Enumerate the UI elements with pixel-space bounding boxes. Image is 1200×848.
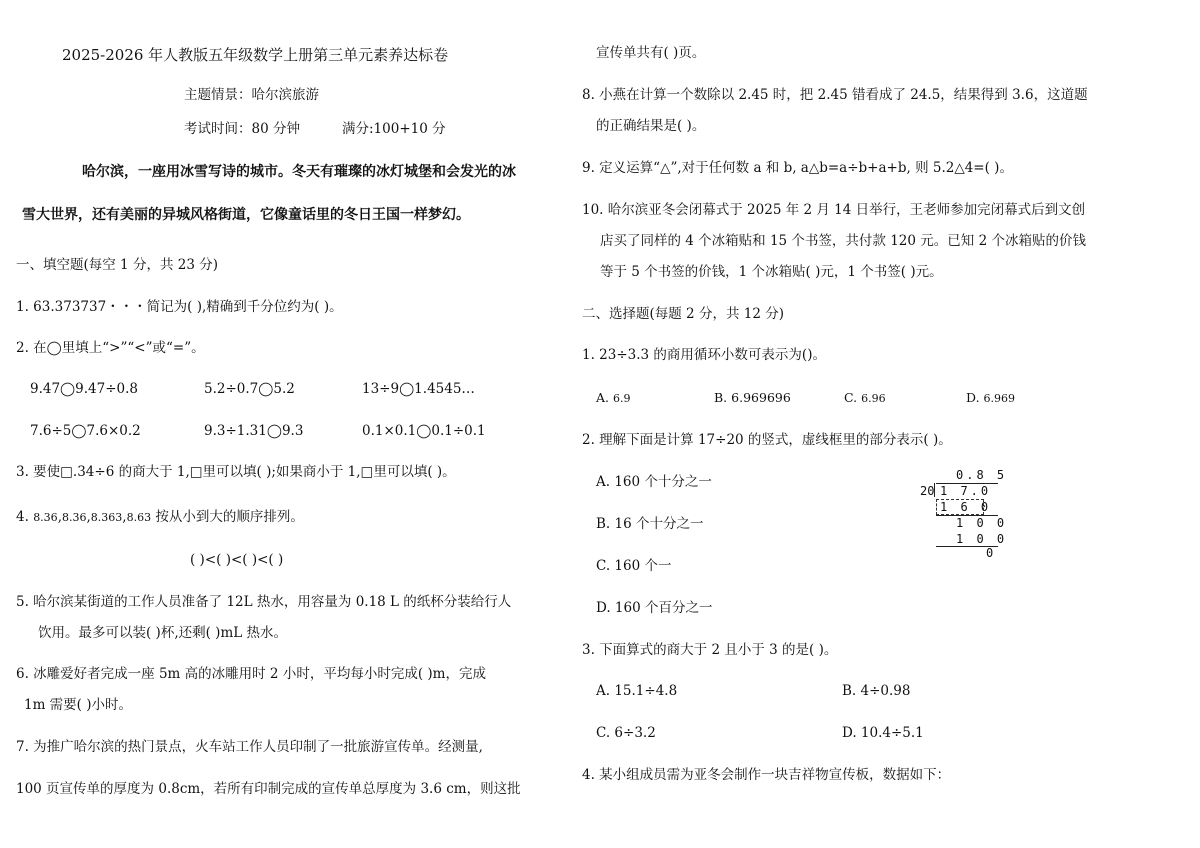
q2-option-c: C. 160 个一 — [596, 558, 672, 574]
division-step: 1 0 0 — [956, 516, 1008, 530]
question-2-3: 3. 下面算式的商大于 2 且小于 3 的是( )。 — [582, 642, 838, 658]
question-1-10-line3: 等于 5 个书签的价钱，1 个冰箱贴( )元，1 个书签( )元。 — [600, 264, 943, 280]
theme-line: 主题情景：哈尔滨旅游 — [184, 87, 319, 103]
question-1-4: 4. 8.36,8.36,8.363,8.63 按从小到大的顺序排列。 — [16, 509, 304, 525]
recurring-number: 8.63 — [126, 511, 152, 524]
option-c — [844, 389, 886, 408]
option-letter: A. — [596, 390, 610, 405]
long-division-figure — [912, 466, 1008, 560]
q2-option-b: B. 16 个十分之一 — [596, 516, 704, 532]
intro-line-2: 雪大世界，还有美丽的异城风格街道，它像童话里的冬日王国一样梦幻。 — [22, 207, 470, 223]
question-1-10-line1: 10. 哈尔滨亚冬会闭幕式于 2025 年 2 月 14 日举行，王老师参加完闭幕式后到文创 — [582, 202, 1086, 218]
full-score: 满分:100+10 分 — [342, 121, 446, 137]
compare-item: 7.6÷5◯7.6×0.2 — [30, 423, 141, 439]
question-2-1: 1. 23÷3.3 的商用循环小数可表示为()。 — [582, 347, 826, 363]
option-letter: B. — [714, 390, 728, 405]
question-1-1: 1. 63.373737・・・简记为( ),精确到千分位约为( )。 — [16, 299, 343, 315]
question-1-6-line1: 6. 冰雕爱好者完成一座 5m 高的冰雕用时 2 小时，平均每小时完成( )m，完成 — [16, 666, 486, 682]
exam-title: 2025-2026 年人教版五年级数学上册第三单元素养达标卷 — [62, 46, 449, 64]
division-step: 1 0 0 — [956, 532, 1008, 546]
question-1-6-line2: 1m 需要( )小时。 — [24, 697, 133, 713]
recurring-number: 8.363 — [90, 511, 123, 524]
option-value: 6.96 — [861, 392, 886, 405]
intro-line-1: 哈尔滨，一座用冰雪写诗的城市。冬天有璀璨的冰灯城堡和会发光的冰 — [82, 164, 516, 180]
question-1-3: 3. 要使□.34÷6 的商大于 1,□里可以填( );如果商小于 1,□里可以填( )。 — [16, 464, 456, 480]
question-1-8-line1: 8. 小燕在计算一个数除以 2.45 时，把 2.45 错看成了 24.5，结果得到 3.6，这道题 — [582, 87, 1088, 103]
division-step: 1 6 0 — [940, 500, 992, 514]
q3-option-c: C. 6÷3.2 — [596, 725, 656, 741]
q2-option-a: A. 160 个十分之一 — [596, 474, 712, 490]
divisor: 20 — [920, 484, 935, 498]
quotient: 0.8 5 — [956, 468, 1008, 482]
compare-item: 9.3÷1.31◯9.3 — [204, 423, 304, 439]
remainder: 0 — [986, 546, 997, 560]
q3-option-b: B. 4÷0.98 — [842, 683, 911, 699]
compare-item: 5.2÷0.7◯5.2 — [204, 381, 295, 397]
question-1-7-line2: 100 页宣传单的厚度为 0.8cm，若所有印制完成的宣传单总厚度为 3.6 cm，则这批 — [16, 781, 521, 797]
exam-time: 考试时间：80 分钟 — [184, 121, 300, 137]
option-d — [966, 389, 1015, 408]
question-2-4: 4. 某小组成员需为亚冬会制作一块吉祥物宣传板，数据如下： — [582, 767, 951, 783]
question-2-2: 2. 理解下面是计算 17÷20 的竖式，虚线框里的部分表示( )。 — [582, 432, 952, 448]
question-1-5-line2: 饮用。最多可以装( )杯,还剩( )mL 热水。 — [38, 625, 287, 641]
question-number: 4. — [16, 509, 29, 525]
question-1-2: 2. 在◯里填上“>”“<”或“=”。 — [16, 340, 205, 356]
compare-item: 13÷9◯1.4545… — [362, 381, 475, 397]
option-value: 6.9 — [613, 392, 631, 405]
q3-option-a: A. 15.1÷4.8 — [596, 683, 678, 699]
question-1-10-line2: 店买了同样的 4 个冰箱贴和 15 个书签，共付款 120 元。已知 2 个冰箱贴的价钱 — [600, 233, 1086, 249]
recurring-number: 8.36 — [33, 511, 58, 524]
question-1-7-line3: 宣传单共有( )页。 — [596, 45, 706, 61]
order-blanks: ( )<( )<( )<( ) — [190, 552, 284, 568]
option-b — [714, 389, 791, 407]
dividend: 1 7.0 — [940, 484, 992, 498]
question-1-9: 9. 定义运算“△”,对于任何数 a 和 b, a△b=a÷b+a+b, 则 5.2△4=( )。 — [582, 160, 1013, 176]
recurring-number: 8.36 — [61, 511, 87, 524]
q3-option-d: D. 10.4÷5.1 — [842, 725, 924, 741]
section1-heading: 一、填空题(每空 1 分，共 23 分) — [16, 257, 218, 273]
section2-heading: 二、选择题(每题 2 分，共 12 分) — [582, 306, 784, 322]
option-value: 6.969 — [983, 392, 1016, 405]
option-letter: D. — [966, 390, 980, 405]
q2-option-d: D. 160 个百分之一 — [596, 600, 713, 616]
compare-item: 9.47◯9.47÷0.8 — [30, 381, 139, 397]
option-value: 6.969696 — [731, 390, 791, 405]
option-a — [596, 389, 631, 408]
compare-item: 0.1×0.1◯0.1÷0.1 — [362, 423, 486, 439]
question-1-7-line1: 7. 为推广哈尔滨的热门景点，火车站工作人员印制了一批旅游宣传单。经测量, — [16, 739, 483, 755]
question-1-5-line1: 5. 哈尔滨某街道的工作人员准备了 12L 热水，用容量为 0.18 L 的纸杯分装给行人 — [16, 594, 512, 610]
option-letter: C. — [844, 390, 858, 405]
question-text: 按从小到大的顺序排列。 — [155, 509, 304, 525]
question-1-8-line2: 的正确结果是( )。 — [596, 118, 706, 134]
